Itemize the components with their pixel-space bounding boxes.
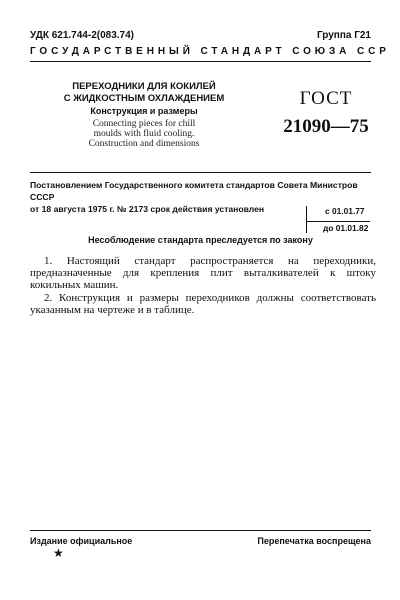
star-icon: ★ [53, 546, 64, 560]
title-ru-line-1: ПЕРЕХОДНИКИ ДЛЯ КОКИЛЕЙ [72, 81, 216, 92]
header-divider [30, 61, 371, 62]
title-english [44, 119, 244, 149]
clauses [30, 255, 376, 316]
title-ru-line-2: С ЖИДКОСТНЫМ ОХЛАЖДЕНИЕМ [63, 93, 225, 104]
validity-from: с 01.01.77 [306, 206, 370, 221]
decree-line-2: от 18 августа 1975 г. № 2173 срок действия установлен [30, 204, 265, 214]
group-code: Группа Г21 [316, 30, 371, 41]
validity-to: до 01.01.82 [306, 221, 370, 233]
gost-number: 21090—75 [283, 116, 369, 137]
legal-notice: Несоблюдение стандарта преследуется по закону [88, 235, 313, 245]
reprint-prohibited-label: Перепечатка воспрещена [257, 536, 371, 546]
title-en-line-2: moulds with fluid cooling. [93, 129, 195, 139]
clause-1: 1. Настоящий стандарт распространяется на переходники, предназначенные для крепления плит выталкивателей к штоку кокильных машин. [30, 255, 376, 292]
title-russian [44, 81, 244, 105]
subtitle-russian: Конструкция и размеры [90, 106, 198, 116]
clause-2: 2. Конструкция и размеры переходников должны соответствовать указанным на чертеже и в таблице. [30, 291, 376, 316]
title-divider [30, 172, 371, 173]
official-edition-label: Издание официальное [30, 536, 133, 546]
validity-term [306, 206, 370, 233]
title-en-line-3: Construction and dimensions [88, 139, 200, 149]
title-en-line-1: Connecting pieces for chill [92, 119, 196, 129]
footer-divider [30, 530, 371, 531]
standard-type-heading: ГОСУДАРСТВЕННЫЙ СТАНДАРТ СОЮЗА ССР [30, 46, 390, 57]
gost-label: ГОСТ [299, 88, 353, 109]
decree-line-1: Постановлением Государственного комитета стандартов Совета Министров СССР [30, 180, 358, 202]
udc-code: УДК 621.744-2(083.74) [30, 30, 135, 41]
